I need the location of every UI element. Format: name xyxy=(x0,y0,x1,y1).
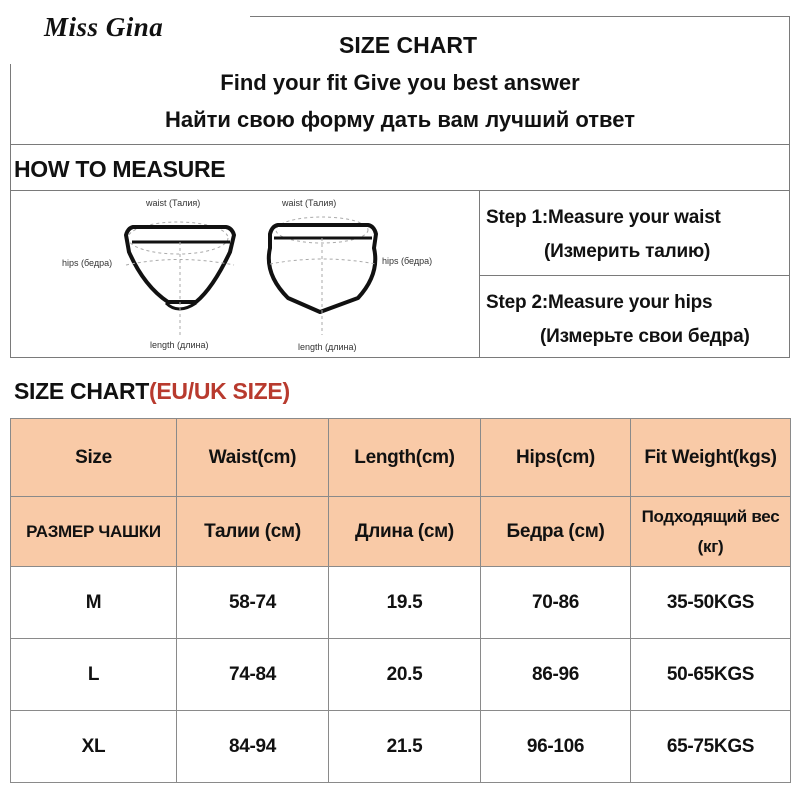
size-table xyxy=(10,418,791,783)
header-cell-size-ru: РАЗМЕР ЧАШКИ xyxy=(11,497,177,567)
step2-label-ru: (Измерьте свои бедра) xyxy=(540,326,750,347)
step2-label: Step 2:Measure your hips xyxy=(486,292,713,313)
cell-size: XL xyxy=(11,711,177,783)
table-row xyxy=(11,711,791,783)
measure-step-divider xyxy=(479,275,790,276)
cell-size: M xyxy=(11,567,177,639)
back-waist-label: waist (Талия) xyxy=(282,198,337,208)
header-cell-waist: Waist(cm) xyxy=(177,419,329,497)
cell-length: 20.5 xyxy=(329,639,481,711)
measure-diagram xyxy=(8,190,478,358)
front-waist-label: waist (Талия) xyxy=(146,198,201,208)
header-subtitle-en: Find your fit Give you best answer xyxy=(220,70,580,95)
size-chart-title-main: SIZE CHART xyxy=(14,378,150,404)
cell-waist: 74-84 xyxy=(177,639,329,711)
brand-logo: Miss Gina xyxy=(44,12,164,42)
back-length-label: length (длина) xyxy=(298,342,357,352)
cell-hips: 86-96 xyxy=(481,639,631,711)
cell-length: 19.5 xyxy=(329,567,481,639)
size-chart-title-suffix: (EU/UK SIZE) xyxy=(149,378,290,404)
header-cell-waist-ru: Талии (см) xyxy=(177,497,329,567)
cell-waist: 84-94 xyxy=(177,711,329,783)
cell-length: 21.5 xyxy=(329,711,481,783)
table-row xyxy=(11,567,791,639)
header-title: SIZE CHART xyxy=(339,32,477,58)
back-hips-label: hips (бедра) xyxy=(382,256,433,266)
step1-label: Step 1:Measure your waist xyxy=(486,207,721,228)
table-header-row-en xyxy=(11,419,791,497)
cell-hips: 96-106 xyxy=(481,711,631,783)
header-cell-length: Length(cm) xyxy=(329,419,481,497)
briefs-back-illustration xyxy=(269,217,376,335)
header-cell-length-ru: Длина (см) xyxy=(329,497,481,567)
frame-top-border xyxy=(250,16,790,17)
header-cell-size: Size xyxy=(11,419,177,497)
header-divider xyxy=(10,144,790,145)
header-cell-weight-ru: Подходящий вес (кг) xyxy=(631,497,791,567)
cell-hips: 70-86 xyxy=(481,567,631,639)
table-header-row-ru xyxy=(11,497,791,567)
size-chart-title xyxy=(14,378,290,405)
briefs-front-illustration xyxy=(126,222,234,335)
front-length-label: length (длина) xyxy=(150,340,209,350)
measure-box-right xyxy=(789,190,790,358)
header-cell-hips-ru: Бедра (см) xyxy=(481,497,631,567)
cell-weight: 65-75KGS xyxy=(631,711,791,783)
how-to-measure-title: HOW TO MEASURE xyxy=(14,156,226,182)
measure-box-mid xyxy=(479,190,480,358)
table-row xyxy=(11,639,791,711)
step1-label-ru: (Измерить талию) xyxy=(544,241,711,262)
header-cell-hips: Hips(cm) xyxy=(481,419,631,497)
front-hips-label: hips (бедра) xyxy=(62,258,113,268)
cell-weight: 50-65KGS xyxy=(631,639,791,711)
cell-weight: 35-50KGS xyxy=(631,567,791,639)
header-cell-weight: Fit Weight(kgs) xyxy=(631,419,791,497)
cell-waist: 58-74 xyxy=(177,567,329,639)
header-subtitle-ru: Найти свою форму дать вам лучший ответ xyxy=(164,107,636,132)
cell-size: L xyxy=(11,639,177,711)
